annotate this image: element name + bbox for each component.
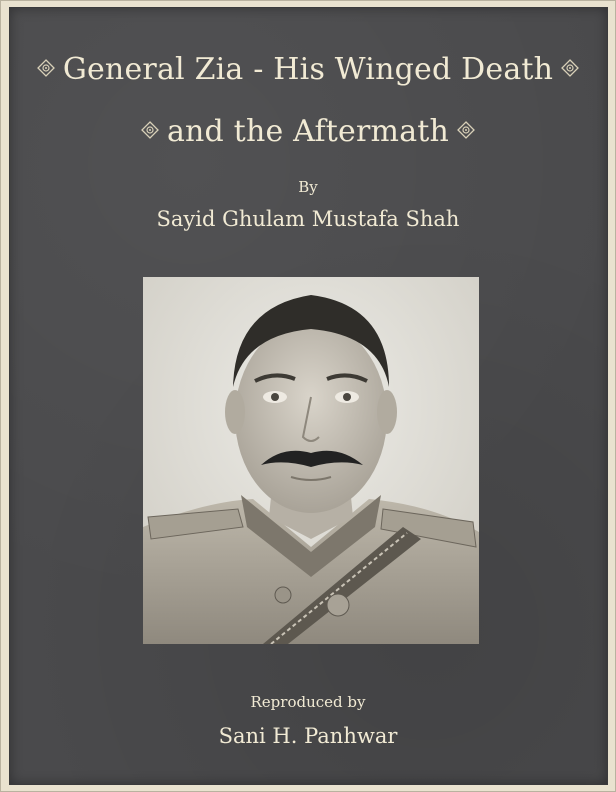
by-label: By (298, 178, 318, 196)
title-line-2 (0, 114, 616, 149)
diamond-ornament-icon (561, 59, 579, 77)
portrait-illustration (143, 277, 479, 644)
diamond-ornament-icon (457, 121, 475, 139)
portrait-photo (143, 277, 479, 644)
author-name: Sayid Ghulam Mustafa Shah (156, 207, 460, 231)
title-text-1: General Zia - His Winged Death (62, 52, 554, 87)
title-text-2: and the Aftermath (166, 114, 450, 149)
reproduced-by-label: Reproduced by (250, 693, 366, 711)
title-line-1 (0, 52, 616, 87)
diamond-ornament-icon (37, 59, 55, 77)
editor-name: Sani H. Panhwar (218, 724, 398, 748)
diamond-ornament-icon (141, 121, 159, 139)
